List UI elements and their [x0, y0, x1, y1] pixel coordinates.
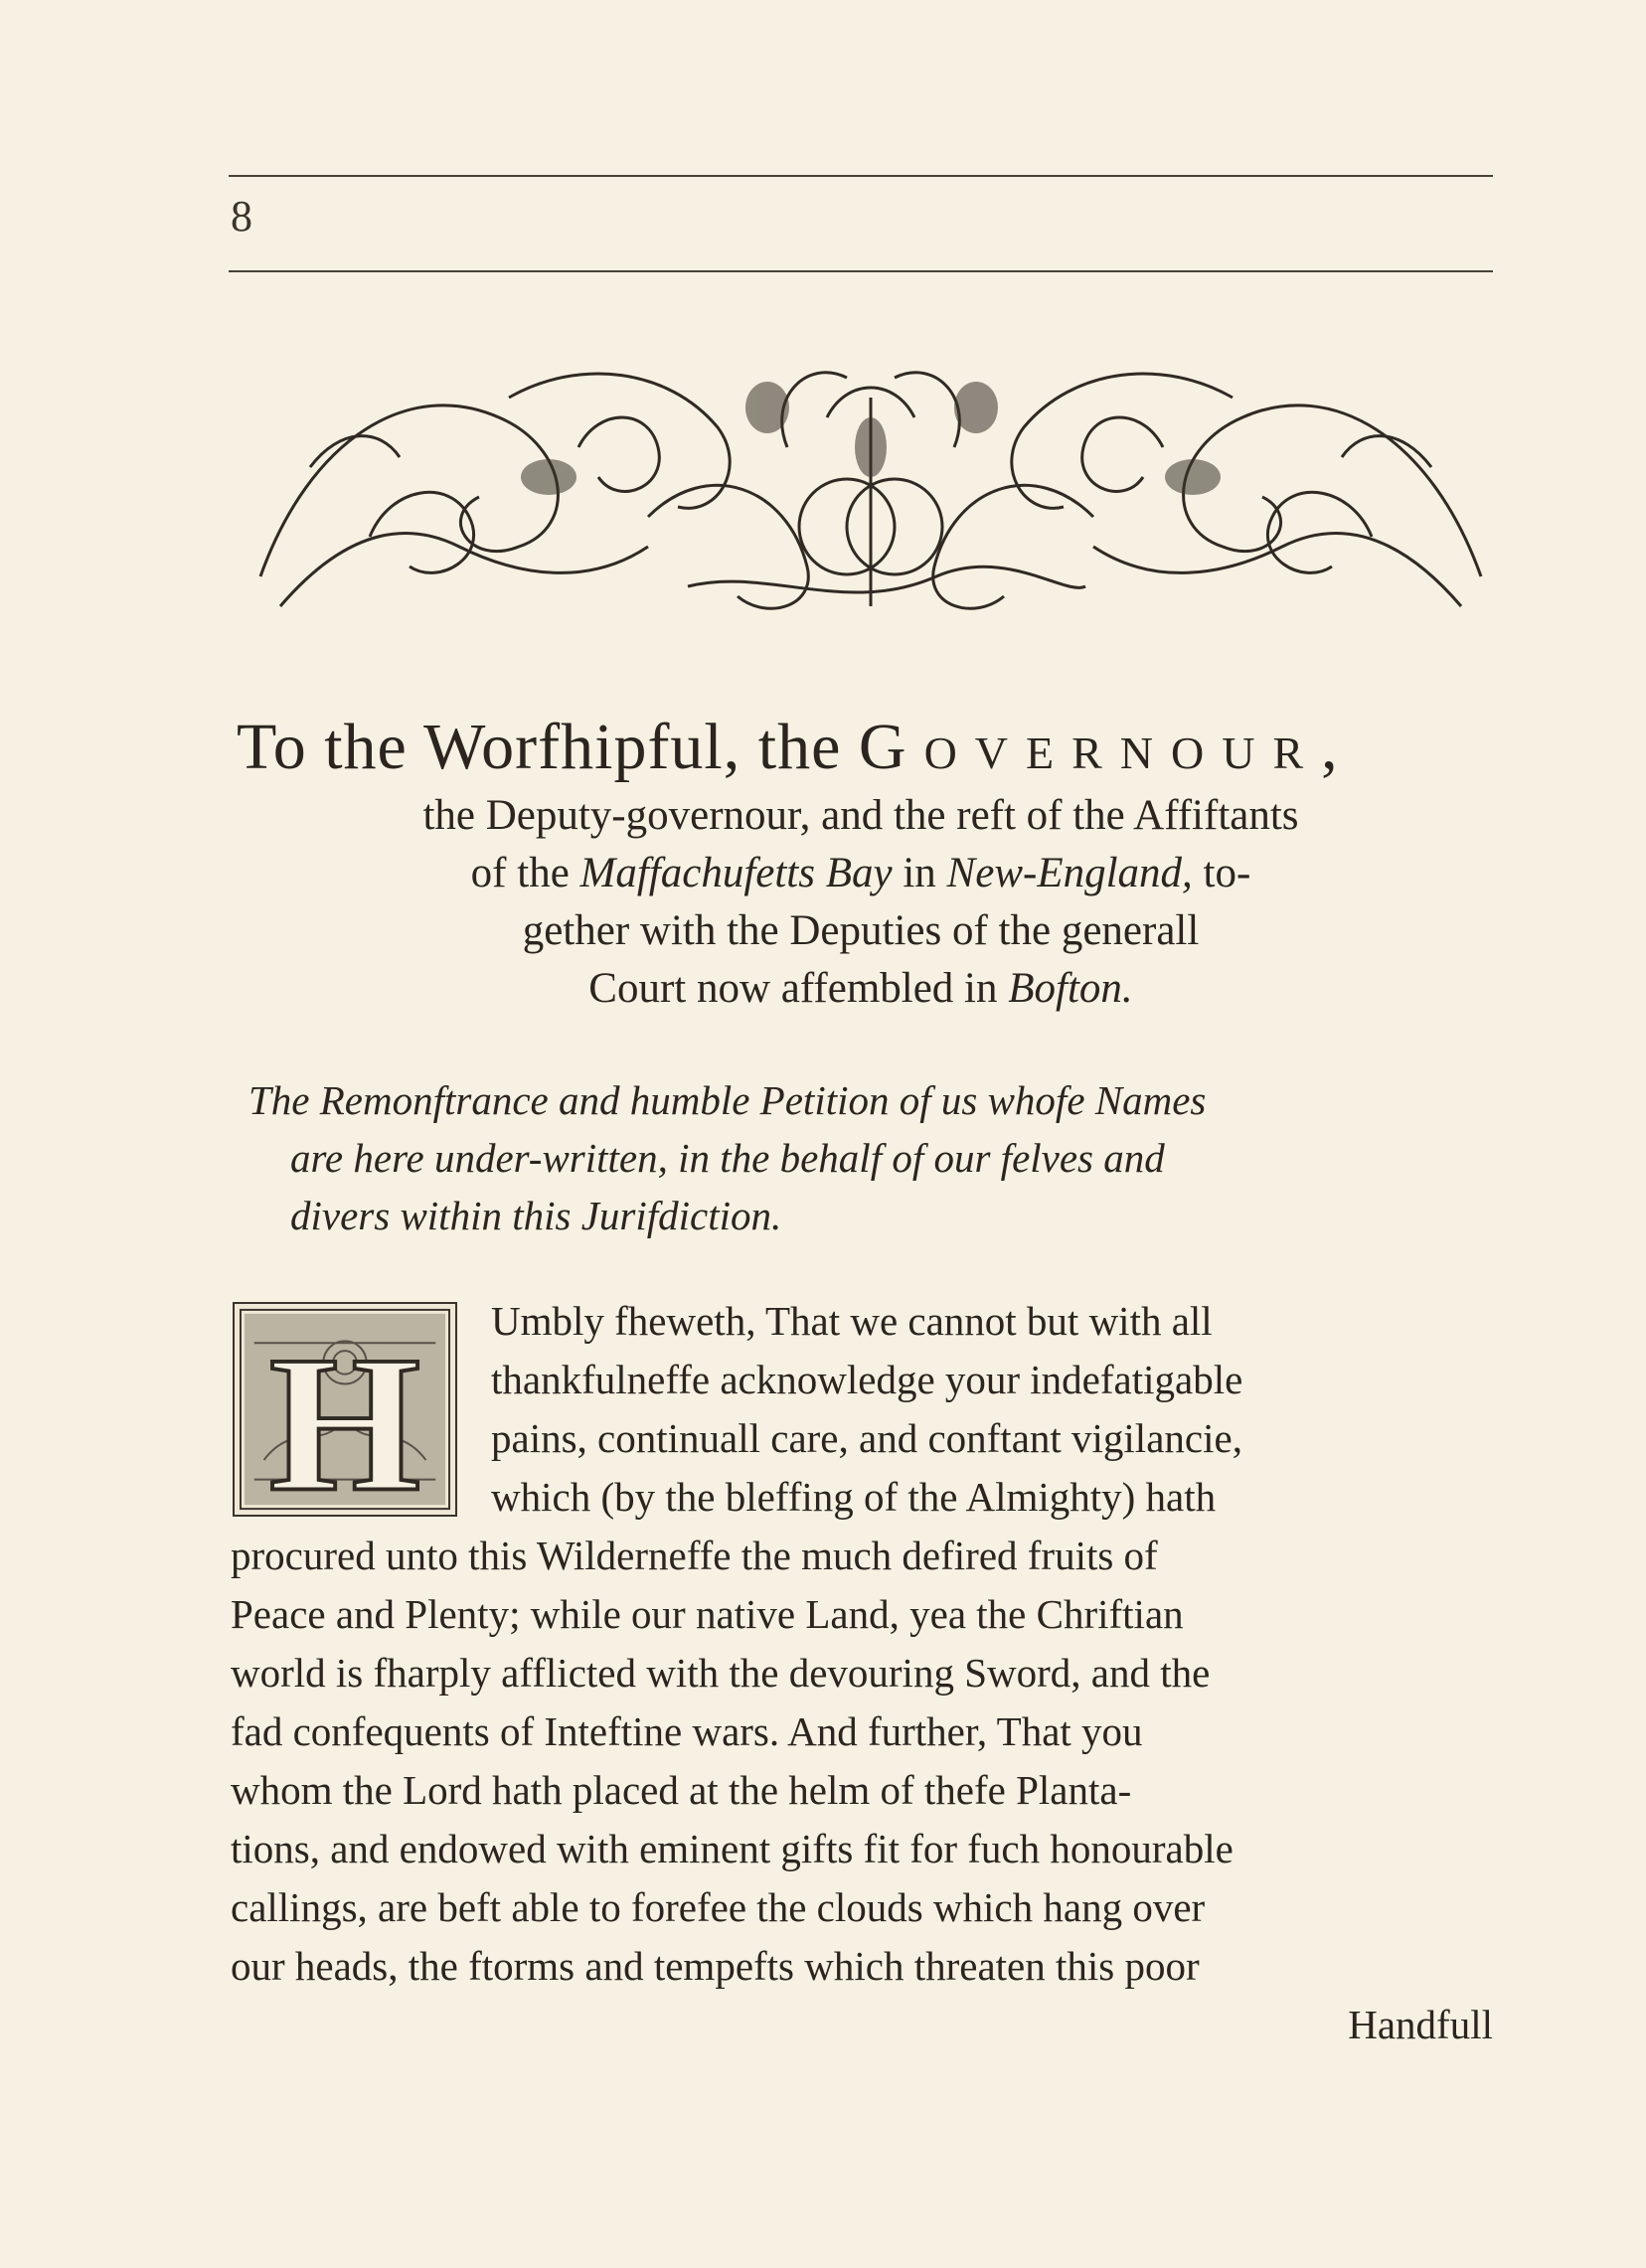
body-line: whom the Lord hath placed at the helm of thefe Planta-	[231, 1767, 1132, 1813]
body-line: world is fharply afflicted with the devouring Sword, and the	[231, 1650, 1211, 1696]
title-line-5a: Court now affembled in	[588, 965, 1009, 1012]
title-line-3c: in	[892, 850, 947, 896]
petition-line-2: are here under-written, in the behalf of our felves and	[290, 1135, 1165, 1181]
header-rule	[229, 270, 1493, 272]
body-text	[231, 1292, 1493, 2054]
body-line: Peace and Plenty; while our native Land, yea the Chriftian	[231, 1591, 1184, 1637]
title-line-5b: Bofton.	[1008, 965, 1133, 1012]
body-line: procured unto this Wilderneffe the much defired fruits of	[231, 1533, 1158, 1578]
title-line-1	[229, 708, 1493, 787]
ornamental-headpiece	[250, 338, 1491, 632]
title-line-2: the Deputy-governour, and the reft of the Affiftants	[422, 792, 1299, 839]
title-line-3a: of the	[470, 850, 580, 896]
dedication-title	[229, 708, 1493, 1018]
body-line: pains, continuall care, and conftant vigilancie,	[491, 1415, 1242, 1461]
body-line: tions, and endowed with eminent gifts fit for fuch honourable	[231, 1826, 1234, 1871]
petition-line-1: The Remonftrance and humble Petition of us whofe Names	[248, 1077, 1207, 1123]
title-line-3b: Maffachufetts Bay	[579, 850, 893, 896]
body-line: fad confequents of Inteftine wars. And further, That you	[231, 1708, 1143, 1754]
dropcap-text: H	[268, 1316, 421, 1517]
body-line: which (by the bleffing of the Almighty) hath	[491, 1474, 1217, 1520]
catchword: Handfull	[1348, 2002, 1493, 2047]
body-line: thankfulneffe acknowledge your indefatigable	[491, 1357, 1243, 1402]
petition-heading	[248, 1071, 1491, 1244]
title-line-3e: to-	[1192, 850, 1251, 896]
title-line-3	[229, 845, 1493, 902]
title-line-3d: New-England,	[946, 850, 1193, 896]
title-line-4: gether with the Deputies of the generall	[522, 907, 1200, 954]
body-line: callings, are beft able to forefee the clouds which hang over	[231, 1884, 1206, 1930]
page-number: 8	[231, 192, 252, 241]
top-rule	[229, 175, 1493, 177]
body-line: our heads, the ftorms and tempefts which threaten this poor	[231, 1943, 1200, 1989]
title-line-1a: To the Worfhipful, the	[237, 711, 859, 783]
body-line: Umbly fheweth, That we cannot but with all	[491, 1298, 1213, 1344]
petition-line-3: divers within this Jurifdiction.	[290, 1193, 782, 1238]
title-line-5	[229, 960, 1493, 1018]
title-line-1b: Governour,	[858, 711, 1356, 783]
